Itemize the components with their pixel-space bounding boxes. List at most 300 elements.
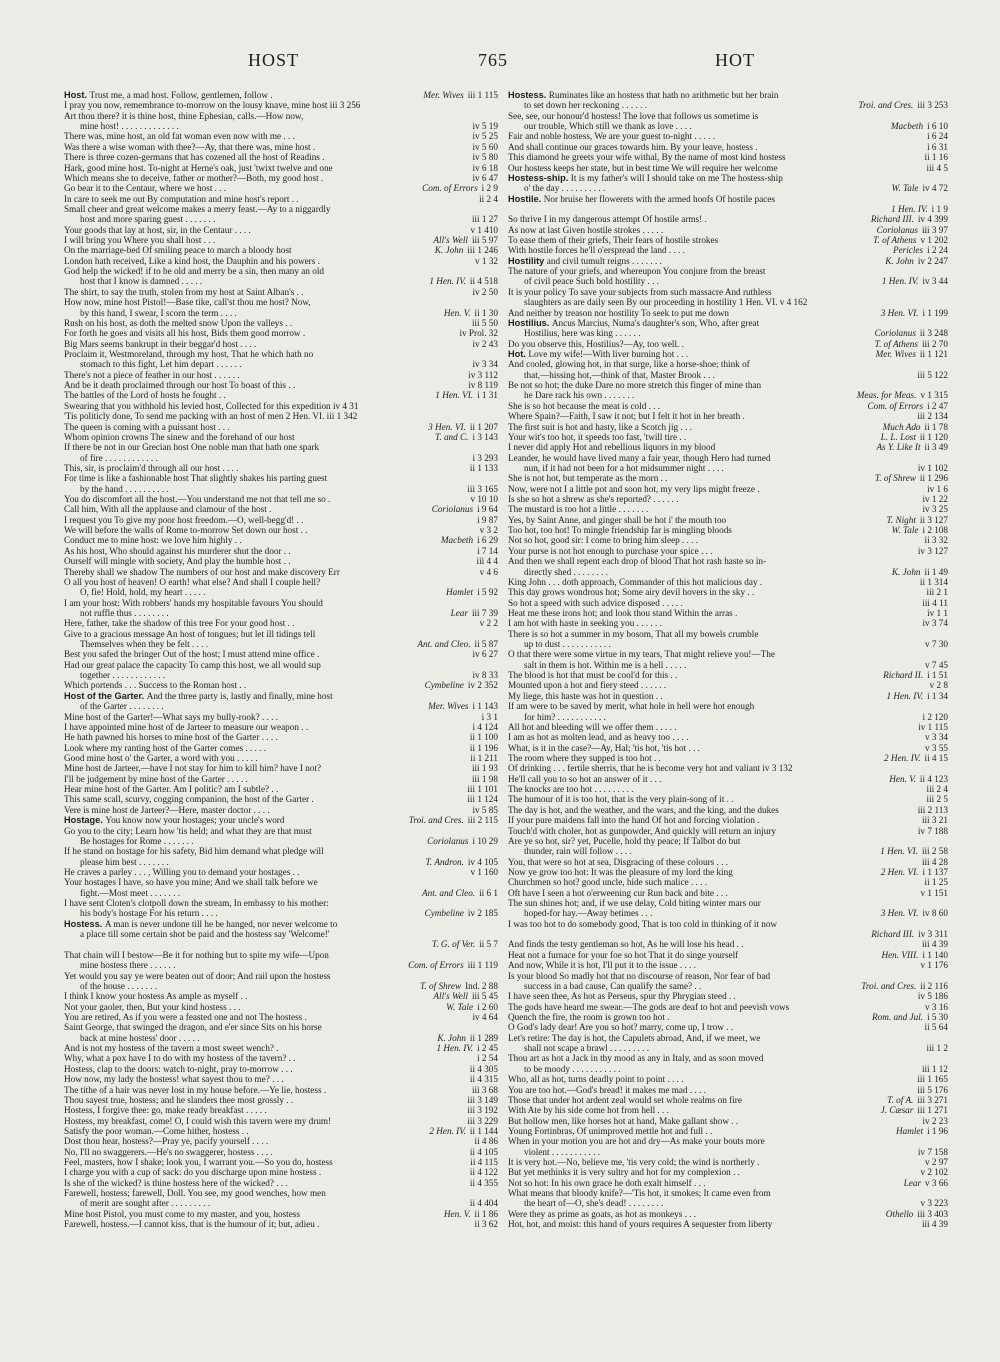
citation [924,131,948,141]
citation [878,908,948,918]
headword: Hostilius. [508,317,552,328]
act-scene-line: iv 3 74 [922,618,948,629]
citation [868,214,948,224]
quotation-text: the heart of—O, she's dead! . . . . . . . . [524,1198,664,1209]
right-column [508,90,948,1230]
citation [472,1136,498,1146]
quotation-text: shall not scape a brawl . . . . . . . . . [524,1043,650,1054]
concordance-line [508,898,948,908]
concordance-line [508,743,948,753]
concordance-line [508,121,948,131]
citation [878,950,948,960]
act-scene-line: i 9 64 [477,504,498,515]
quotation-text: And neither by treason nor hostility To seek to put me down [508,307,729,318]
quotation-text: Themselves when they be felt . . . . [80,639,209,650]
act-scene-line: i 3 1 [481,711,498,722]
concordance-line [508,577,948,587]
play-title: Lear [450,607,468,618]
citation [883,1209,948,1219]
concordance-line [64,1002,498,1012]
concordance-line [508,173,948,183]
concordance-line [64,763,498,773]
quotation-text: that,—hissing hot,—think of that, Master Brook . . . [524,369,715,380]
concordance-line [64,898,498,908]
quotation-text: And is not my hostess of the tavern a most sweet wench? . [64,1043,279,1054]
act-scene-line: ii 3 62 [474,1219,498,1230]
concordance-line [64,567,498,577]
quotation-text: I never did apply Hot and rebellious liquors in my blood [508,442,716,453]
quotation-text: together . . . . . . . . . . . . [80,670,166,681]
quotation-text: There was, mine host, an old fat woman even now with me . . . [64,131,295,142]
concordance-line [64,339,498,349]
act-scene-line: iv 8 33 [472,670,498,681]
concordance-line [508,422,948,432]
concordance-line [64,1022,498,1032]
play-title: 3 Hen. VI. [880,307,919,318]
act-scene-line: iv 2 50 [472,286,498,297]
act-scene-line: i 1 137 [922,866,948,877]
concordance-line [64,629,498,639]
quotation-text: Which means she to deceive, father or mother?—Both, my good host . [64,172,324,183]
citation [922,639,948,649]
quotation-text: Hostage. You know now your hostages; your uncle's word [64,815,285,826]
quotation-text: As his host, Who should against his murderer shut the door . . [64,545,291,556]
play-title: Hen. V. [889,773,916,784]
act-scene-line: iv Prol. 32 [459,328,498,339]
citation [878,308,948,318]
act-scene-line: ii 3 127 [919,514,948,525]
left-column [64,90,498,1230]
concordance-line [64,297,498,307]
act-scene-line: iv 4 105 [467,856,498,867]
quotation-text: He hath pawned his horses to mine host of the Garter . . . . [64,732,278,743]
concordance-line [508,1105,948,1115]
quotation-text: directly shed . . . . . . . . [524,566,608,577]
citation [464,794,498,804]
concordance-line [64,287,498,297]
quotation-text: You do discomfort all the host.—You understand me not that tell me so . [64,494,331,505]
quotation-text: Small cheer and great welcome makes a merry feast.—Ay to a niggardly [64,203,331,214]
concordance-line [64,660,498,670]
concordance-line [508,1188,948,1198]
citation [915,1147,948,1157]
citation [469,722,498,732]
quotation-text: he Dare rack his own . . . . . . . [524,390,635,401]
citation [469,359,498,369]
act-scene-line: ii 5 7 [479,939,498,950]
act-scene-line: ii 4 355 [469,1177,498,1188]
concordance-line [508,535,948,545]
quotation-text: That chain will I bestow—Be it for nothing but to spite my wife—Upon [64,949,329,960]
quotation-text: The knocks are too hot . . . . . . . . . [508,784,634,795]
quotation-text: She is not hot, but temperate as the morn . . [508,473,668,484]
concordance-line [508,266,948,276]
play-title: Much Ado [882,421,921,432]
concordance-line [64,649,498,659]
play-title: Richard III. [871,929,915,940]
quotation-text: his body's hostage For his return . . . . [80,908,218,919]
quotation-text: For forth he goes and visits all his host, Bids them good morrow . [64,328,306,339]
quotation-text: Mine host Pistol, you must come to my master, and you, hostess [64,1208,300,1219]
concordance-line [508,753,948,763]
citation [479,712,498,722]
citation [888,204,948,214]
concordance-line [508,1033,948,1043]
concordance-line [64,639,498,649]
quotation-text: by the hand . . . . . . . . . . [80,483,169,494]
citation [432,432,498,442]
act-scene-line: iii 1 165 [917,1074,948,1085]
act-scene-line: i 6 10 [927,121,948,132]
quotation-text: Hark, good mine host. To-night at Herne's oak, just 'twixt twelve and one [64,162,333,173]
quotation-text: When in your motion you are hot and dry—As make your bouts more [508,1136,765,1147]
concordance-line [508,836,948,846]
concordance-line [508,939,948,949]
concordance-line [64,877,498,887]
citation [420,90,498,100]
act-scene-line: iv 5 186 [917,991,948,1002]
play-title: K. John [437,1032,466,1043]
citation [872,339,948,349]
citation [927,680,948,690]
quotation-text: The battles of the Lord of hosts he fought . . [64,390,226,401]
citation [883,691,948,701]
quotation-text: He'll call you to so hot an answer of it . . . [508,773,662,784]
citation [477,525,498,535]
act-scene-line: iii 5 50 [471,317,498,328]
act-scene-line: iv 5 60 [472,141,498,152]
citation [467,1157,498,1167]
act-scene-line: i 1 96 [927,1125,948,1136]
citation [919,1116,948,1126]
concordance-line [508,1219,948,1229]
act-scene-line: iii 2 4 [926,784,948,795]
act-scene-line: i 7 14 [477,545,498,556]
act-scene-line: v 4 6 [479,566,498,577]
concordance-line [508,318,948,328]
concordance-line [64,1136,498,1146]
citation [914,1085,948,1095]
play-title: 2 Hen. IV. [429,1125,466,1136]
play-title: 1 Hen. VI. [880,846,918,857]
concordance-line [508,701,948,711]
act-scene-line: v 1 410 [470,224,498,235]
citation [469,318,498,328]
quotation-text: by this hand, I swear, I scorn the term . . . . [80,307,237,318]
quotation-text: Best you safed the bringer Out of the host; I must attend mine office . [64,649,320,660]
quotation-text: We will before the walls of Rome to-morrow Set down our host . . [64,525,308,536]
quotation-text: O all you host of heaven! O earth! what else? And shall I couple hell? [64,576,321,587]
quotation-text: Hostess, I forgive thee: go, make ready breakfast . . . . . [64,1105,267,1116]
act-scene-line: ii 1 207 [469,421,498,432]
quotation-text: I have seen thee, As hot as Perseus, spur thy Phrygian steed . . [508,991,736,1002]
citation [880,422,948,432]
act-scene-line: iii 3 165 [467,483,498,494]
quotation-text: So thrive I in my dangerous attempt Of hostile arms! . [508,214,707,225]
quotation-text: Are ye so hot, sir? yet, Pucelle, hold thy peace; If Talbot do but [508,835,741,846]
act-scene-line: ii 1 133 [469,462,498,473]
act-scene-line: ii 6 1 [479,887,498,898]
quotation-text: Not so hot, good sir: I come to bring him sleep . . . . [508,535,699,546]
quotation-text: Host. Trust me, a mad host. Follow, gentlemen, follow . [64,90,273,100]
play-title: As Y. Like It [876,442,921,453]
quotation-text: salt in them is hot. Within me is a hell . . . . . [524,659,687,670]
citation [419,183,498,193]
concordance-line [64,308,498,318]
quotation-text: With hostile forces he'll o'erspread the land . . . . [508,245,685,256]
quotation-text: Feel, masters, how I shake; look you, I warrant you.—So you do, hostess [64,1157,333,1168]
quotation-text: Swearing that you withhold his levied host, Collected for this expedition iv 4 31 [64,400,359,411]
act-scene-line: iv 4 399 [917,214,948,225]
headword: Host of the Garter. [64,690,147,701]
quotation-text: Your wit's too hot, it speeds too fast, 'twill tire . . [508,431,687,442]
citation [406,815,498,825]
quotation-text: I was too hot to do somebody good, That is too cold in thinking of it now [508,918,778,929]
concordance-line [64,1105,498,1115]
play-title: T. of Shrew [419,980,462,991]
concordance-line [508,276,948,286]
quotation-text: King John . . . doth approach, Commander of this hot malicious day . [508,576,763,587]
concordance-line [508,370,948,380]
quotation-text: Why, what a pox have I to do with my hostess of the tavern? . . [64,1053,296,1064]
quotation-text: And then we shall repent each drop of blood That hot rash haste so in- [508,556,767,567]
quotation-text: Our hostess keeps her state, but in best time We will require her welcome [508,162,778,173]
quotation-text: Fair and noble hostess, We are your guest to-night . . . . . [508,131,716,142]
act-scene-line: iv 4 72 [922,183,948,194]
concordance-line [508,618,948,628]
quotation-text: On the marriage-bed Of smiling peace to march a bloody host [64,245,292,256]
concordance-line [64,276,498,286]
act-scene-line: v 3 34 [925,732,948,743]
act-scene-line: iii 3 149 [467,1094,498,1105]
citation [922,877,948,887]
quotation-text: Art thou there? it is thine host, thine Ephesian, calls.—How now, [64,110,304,121]
concordance-line [64,442,498,452]
quotation-text: Mounted upon a hot and fiery steed . . . . . . [508,680,667,691]
citation [919,494,948,504]
play-title: Othello [885,1208,914,1219]
citation [915,826,948,836]
concordance-line [64,525,498,535]
citation [877,846,948,856]
act-scene-line: iv 5 25 [472,131,498,142]
act-scene-line: iv 3 34 [472,359,498,370]
act-scene-line: i 6 31 [927,141,948,152]
quotation-text: The mustard is too hot a little . . . . . . . [508,504,649,515]
citation [441,1209,498,1219]
play-title: Troi. and Cres. [858,100,914,111]
headword: Hostility [508,255,547,266]
concordance-line [64,1074,498,1084]
citation [469,774,498,784]
citation [919,1064,948,1074]
act-scene-line: iii 1 93 [471,763,498,774]
concordance-line [508,411,948,421]
act-scene-line: iv 6 47 [472,172,498,183]
citation [915,722,948,732]
citation [441,308,498,318]
citation [888,121,948,131]
quotation-text: Not so hot: In his own grace he doth exalt himself . . . [508,1177,706,1188]
concordance-line [508,1126,948,1136]
act-scene-line: v 1 315 [920,390,948,401]
concordance-line [508,857,948,867]
quotation-text: to be moody . . . . . . . . . . . [524,1063,621,1074]
quotation-text: Here, father, take the shadow of this tree For your good host . . [64,618,295,629]
concordance-line [64,1178,498,1188]
quotation-text: Where Spain?—Faith, I saw it not; but I felt it hot in her breath . [508,411,745,422]
concordance-line [64,960,498,970]
concordance-line [508,380,948,390]
citation [469,163,498,173]
quotation-text: So hot a speed with such advice disposed . . . . . [508,597,683,608]
act-scene-line: iv 2 185 [467,908,498,919]
citation [917,960,948,970]
concordance-line [508,142,948,152]
concordance-line [508,877,948,887]
concordance-line [508,929,948,939]
quotation-text: He craves a parley . . . , Willing you to demand your hostages . . [64,866,300,877]
act-scene-line: ii 4 105 [469,1146,498,1157]
citation [456,328,498,338]
concordance-line [508,867,948,877]
concordance-line [64,701,498,711]
act-scene-line: iii 5 122 [917,369,948,380]
citation [924,163,948,173]
concordance-line [64,929,498,939]
concordance-line [508,567,948,577]
act-scene-line: iii 1 124 [467,794,498,805]
act-scene-line: iii 2 70 [921,338,948,349]
act-scene-line: ii 1 86 [474,1208,498,1219]
play-title: Richard II. [883,670,924,681]
play-title: Mer. Wives [423,90,464,100]
act-scene-line: iii 1 271 [917,1105,948,1116]
quotation-text: Young Fortinbras, Of unimproved mettle hot and full . . [508,1125,713,1136]
quotation-text: Satisfy the poor woman.—Come hither, hostess . . [64,1125,249,1136]
quotation-text: Your hostages I have, so have you mine; And we shall talk before we [64,877,318,888]
concordance-line [64,266,498,276]
quotation-text: Quench the fire, the room is grown too hot . [508,1011,670,1022]
concordance-line [508,732,948,742]
concordance-line [64,950,498,960]
citation [919,939,948,949]
act-scene-line: iii 7 39 [471,607,498,618]
quotation-text: fight.—Most meet . . . . . . . [80,887,181,898]
concordance-line [64,411,498,421]
play-title: T. and C. [434,431,469,442]
concordance-line [508,556,948,566]
citation [467,1147,498,1157]
quotation-text: please him best . . . . . . . [80,856,169,867]
quotation-text: Mine host of the Garter!—What says my bully-rook? . . . . [64,711,279,722]
quotation-text: This same scall, scurvy, cogging companion, the host of the Garter . [64,794,314,805]
citation [924,1043,948,1053]
citation [424,836,498,846]
citation [443,587,498,597]
quotation-text: How now, mine host Pistol!—Base tike, call'st thou me host? Now, [64,297,311,308]
quotation-text: O God's lady dear! Are you so hot? marry, come up, I trow . . [508,1022,734,1033]
citation [465,380,498,390]
citation [467,1167,498,1177]
concordance-line [64,214,498,224]
quotation-text: How now, my lady the hostess! what sayest thou to me? . . . [64,1074,284,1085]
play-title: T. of Athens [874,338,918,349]
concordance-line [508,971,948,981]
concordance-line [64,1209,498,1219]
play-title: Coriolanus [427,835,469,846]
citation [432,245,498,255]
quotation-text: Good mine host o' the Garter, a word with you . . . . . [64,753,258,763]
act-scene-line: i 3 293 [472,452,498,463]
concordance-line [508,546,948,556]
act-scene-line: i 6 29 [477,535,498,546]
act-scene-line: ii 1 296 [919,473,948,484]
concordance-line [64,805,498,815]
concordance-line [508,131,948,141]
citation [465,370,498,380]
concordance-line [64,1095,498,1105]
play-title: 1 Hen. VI. [435,390,474,401]
page-number: 765 [478,50,508,70]
citation [915,546,948,556]
play-title: Ant. and Cleo. [422,887,476,898]
act-scene-line: i 2 9 [481,183,498,194]
quotation-text: of the house . . . . . . . [80,980,158,991]
concordance-line [64,722,498,732]
quotation-text: If am were to be saved by merit, what hole in hell were hot enough [508,701,755,712]
citation [870,235,948,245]
concordance-line [508,225,948,235]
concordance-line [64,680,498,690]
act-scene-line: iii 1 2 [926,1043,948,1054]
quotation-text: And be it death proclaimed through our host To boast of this . . [64,380,296,391]
quotation-text: success in a bad cause, Can qualify the same? . . [524,980,702,991]
citation [917,577,948,587]
concordance-line [508,649,948,659]
concordance-line [64,245,498,255]
quotation-text: nun, if it had not been for a hot midsummer night . . . . [524,462,724,473]
act-scene-line: i 2 108 [922,525,948,536]
act-scene-line: ii 4 518 [469,276,498,287]
concordance-line [508,1085,948,1095]
play-title: Macbeth [890,121,924,132]
act-scene-line: iii 2 58 [921,846,948,857]
concordance-line [508,484,948,494]
act-scene-line: iv 1 6 [927,483,948,494]
concordance-line [508,815,948,825]
quotation-text: Hostilius, here was king . . . . . . [524,328,641,339]
act-scene-line: iii 1 246 [467,245,498,256]
concordance-line [64,867,498,877]
citation [443,1002,498,1012]
play-title: Pericles [892,245,924,256]
citation [889,525,948,535]
concordance-line [508,712,948,722]
concordance-line [508,784,948,794]
citation [882,256,948,266]
citation [477,618,498,628]
concordance-line [508,111,948,121]
quotation-text: The first suit is hot and hasty, like a Scotch jig . . . [508,421,692,432]
citation [893,1126,948,1136]
concordance-line [64,1219,498,1229]
concordance-line [64,163,498,173]
concordance-line [64,349,498,359]
citation [886,774,948,784]
quotation-text: Hostess, clap to the doors: watch to-night, pray to-morrow . . . [64,1063,293,1074]
citation [872,473,948,483]
